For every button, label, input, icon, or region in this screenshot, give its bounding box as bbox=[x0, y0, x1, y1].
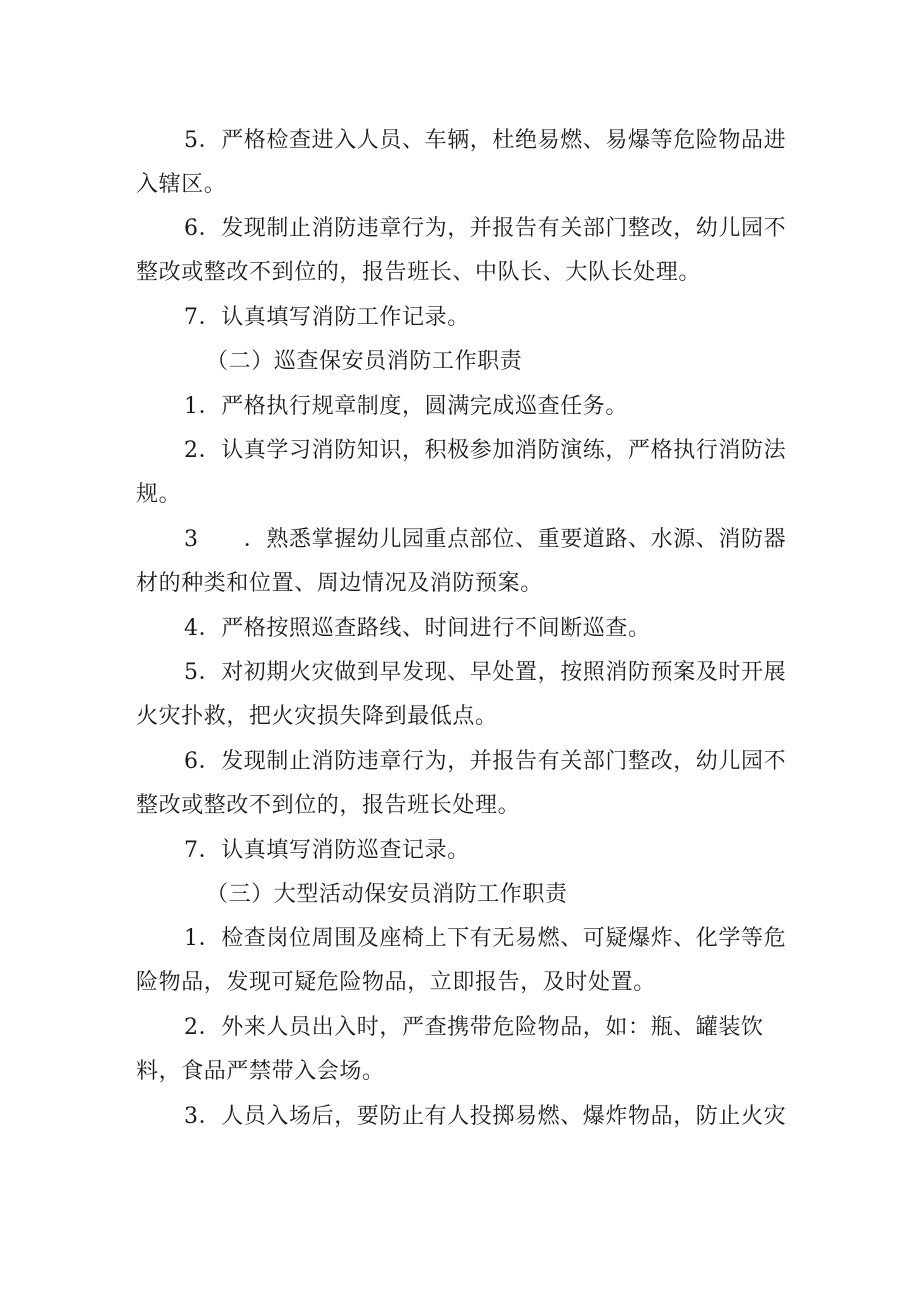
paragraph-patrol-item-3: 3 ．熟悉掌握幼儿园重点部位、重要道路、水源、消防器材的种类和位置、周边情况及消防预案。 bbox=[136, 527, 787, 596]
paragraph-patrol-item-7: 7．认真填写消防巡查记录。 bbox=[184, 838, 470, 863]
paragraph-patrol-item-4: 4．严格按照巡查路线、时间进行不间断巡查。 bbox=[184, 616, 651, 641]
paragraph-patrol-item-1: 1．严格执行规章制度，圆满完成巡查任务。 bbox=[184, 394, 628, 419]
paragraph-item-5-checkpoint: 5．严格检查进入人员、车辆，杜绝易燃、易爆等危险物品进入辖区。 bbox=[136, 128, 787, 197]
paragraph-patrol-item-2: 2．认真学习消防知识，积极参加消防演练，严格执行消防法规。 bbox=[136, 438, 787, 507]
paragraph-patrol-item-5: 5．对初期火灾做到早发现、早处置，按照消防预案及时开展火灾扑救，把火灾损失降到最低点。 bbox=[136, 660, 787, 729]
paragraph-patrol-item-6: 6．发现制止消防违章行为，并报告有关部门整改，幼儿园不整改或整改不到位的，报告班长处理。 bbox=[136, 749, 787, 818]
paragraph-item-7-records: 7．认真填写消防工作记录。 bbox=[184, 305, 470, 330]
section-heading-event-duties: （三）大型活动保安员消防工作职责 bbox=[206, 882, 568, 907]
paragraph-event-item-1: 1．检查岗位周围及座椅上下有无易燃、可疑爆炸、化学等危险物品，发现可疑危险物品，立即报告，及时处置。 bbox=[136, 926, 787, 995]
paragraph-event-item-3: 3．人员入场后，要防止有人投掷易燃、爆炸物品，防止火灾 bbox=[184, 1104, 787, 1129]
section-heading-patrol-duties: （二）巡查保安员消防工作职责 bbox=[206, 349, 523, 374]
paragraph-item-6-report-violations: 6．发现制止消防违章行为，并报告有关部门整改，幼儿园不整改或整改不到位的，报告班长、中队长、大队长处理。 bbox=[136, 216, 787, 285]
paragraph-event-item-2: 2．外来人员出入时，严查携带危险物品，如：瓶、罐装饮料，食品严禁带入会场。 bbox=[136, 1015, 764, 1084]
